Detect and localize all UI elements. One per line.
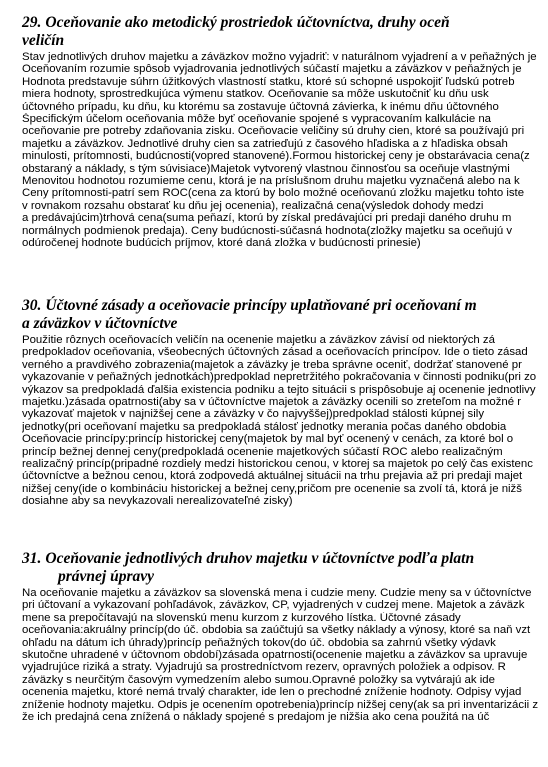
heading-line-1: 31. Oceňovanie jednotlivých druhov majetku v účtovníctve podľa platn xyxy=(22,550,475,567)
heading-line-2: a záväzkov v účtovníctve xyxy=(22,315,178,332)
body-line: jednotky(pri oceňovaní majetku sa predpokladá stálosť jednotky merania počas daného obdobia xyxy=(22,420,507,433)
heading-line-1: 30. Účtovné zásady a oceňovacie princípy uplatňované pri oceňovaní m xyxy=(22,297,477,314)
heading-line-2: právnej úpravy xyxy=(58,568,155,585)
body-line: minulosti, prítomnosti, budúcnosti(vopred stanovené).Formou historickej ceny je obstarávacia cena(z xyxy=(22,150,530,163)
body-line: majetku a záväzkov. Jednotlivé druhy cien sa zatrieďujú z časového hľadiska a z hľadiska obsah xyxy=(22,137,508,150)
body-line: ohľadu na dátum ich úhrady)princíp peňažných tokov(do úč. obdobia sa zahrnú všetky výdavk xyxy=(22,636,496,649)
body-line: oceňovanie pre potreby zdaňovania zisku. Oceňovacie veličiny sú druhy cien, ktoré sa používajú pri xyxy=(22,125,525,138)
body-line: Menovitou hodnotou rozumieme cenu, ktorá je na príslušnom druhu majetku vyznačená alebo na k xyxy=(22,175,520,188)
body-line: obstaraný a náklady, s tým súvisiace)Majetok vytvorený vlastnou činnosťou sa oceňuje vlastnými xyxy=(22,162,510,175)
body-line: a predávajúcim)trhová cena(suma peňazí, ktorú by získal predávajúci pri predaji daného druhu m xyxy=(22,212,512,225)
body-line: Na oceňovanie majetku a záväzkov sa slovenská mena i cudzie meny. Cudzie meny sa v účtovníctve xyxy=(22,587,532,599)
section-number: 31. xyxy=(22,550,42,567)
body-line: pri účtovaní a vykazovaní pohľadávok, záväzkov, CP, vyjadrených v cudzej mene. Majetok a záväzk xyxy=(22,599,525,612)
body-line: oceňovania:akruálny princíp(do úč. obdobia sa zaúčtujú sa všetky náklady a výnosy, ktoré sa naň vzt xyxy=(22,624,531,637)
body-line: odúročenej hodnote budúcich príjmov, ktoré daná zložka v budúcnosti prinesie) xyxy=(22,237,421,250)
body-line: dosiahne aby sa nevykazovali nerealizovateľné zisky) xyxy=(22,495,293,508)
section-heading xyxy=(22,550,548,586)
section-30 xyxy=(22,297,548,508)
body-line: nižšej ceny(ide o kombináciu historickej a bežnej ceny,pričom pre ocenenie sa zvolí tá, ktorá je nižš xyxy=(22,482,522,495)
heading-line-2: veličín xyxy=(22,32,65,49)
body-line: realizačný princíp(pripadné rozdiely medzi historickou cenou, v ktorej sa majetok po celý čas existenc xyxy=(22,458,533,471)
section-body xyxy=(22,587,548,723)
body-line: výkazov sa predpokladá ďalšia existencia podniku a tejto situácii s prispôsobuje aj ocenenie jednotlivy xyxy=(22,383,536,396)
body-line: predpokladov oceňovania, všeobecných účtovných zásad a oceňovacích princípov. Ide o tieto zásad xyxy=(22,346,528,359)
section-number: 30. xyxy=(22,297,42,314)
body-line: záväzky s neurčitým časovým vymedzením alebo sumou.Opravné položky sa vytvárajú ak ide xyxy=(22,673,495,686)
body-line: účtovníctve a bežnou cenou, ktorá zodpovedá aktuálnej situácii na trhu prejavia až pri predaji majet xyxy=(22,470,523,483)
body-line: v rovnakom rozsahu obstarať ku dňu jej ocenenia), realizačná cena(výsledok dohody medzi xyxy=(22,199,484,212)
section-29 xyxy=(22,14,548,250)
body-line: Ceny prítomnosti-patrí sem ROC(cena za ktorú by bolo možné oceňovanú zložku majetku tohto iste xyxy=(22,187,525,200)
body-line: Použitie rôznych oceňovacích veličín na ocenenie majetku a záväzkov závisí od niektorých zá xyxy=(22,334,495,346)
body-line: vyjadrujúce riziká a straty. Vyjadrujú sa prostredníctvom rezerv, opravných položiek a odpisov. R xyxy=(22,661,506,674)
body-line: mene sa prepočítavajú na slovenskú menu kurzom z kurzového lístka. Účtovné zásady xyxy=(22,611,461,624)
body-line: Oceňovaním rozumie spôsob vyjadrovania jednotlivých súčastí majetku a záväzkov v peňažných je xyxy=(22,63,522,76)
section-body xyxy=(22,51,548,250)
body-line: zníženie hodnoty majetku. Odpis je ocenením opotrebenia)princíp nižšej ceny(ak sa pri inventarizácii z xyxy=(22,698,539,711)
body-line: verného a pravdivého zobrazenia(majetok a záväzky je treba správne oceniť, dodržať stanovené pr xyxy=(22,358,522,371)
section-31 xyxy=(22,550,548,723)
section-body xyxy=(22,334,548,508)
section-heading xyxy=(22,14,548,50)
body-line: vykazovanie v peňažných jednotkách)predpoklad nepretržitého pokračovania v činnosti podniku(pri zo xyxy=(22,371,537,384)
body-line: skutočne uhradené v účtovnom období)zásada opatrnosti(ocenenie majetku a záväzkov sa upravuje xyxy=(22,649,528,662)
heading-line-1: 29. Oceňovanie ako metodický prostriedok účtovníctva, druhy oceň xyxy=(22,14,450,31)
body-line: ocenenia majetku, ktoré nemá trvalý charakter, ide len o prechodné zníženie hodnoty. Odpisy vyjad xyxy=(22,686,522,699)
body-line: účtovného prípadu, ku dňu, ku ktorému sa zostavuje účtovná závierka, k inému dňu účtovného xyxy=(22,100,499,113)
body-line: princíp bežnej dennej ceny(predpokladá ocenenie majetkových súčastí ROC alebo realizačným xyxy=(22,445,503,458)
body-line: že ich predajná cena znížená o náklady spojené s predajom je nižšia ako cena použitá na úč xyxy=(22,711,490,724)
body-line: normálnych podmienok predaja). Ceny budúcnosti-súčasná hodnota(zložky majetku sa oceňujú v xyxy=(22,224,513,237)
body-line: miera hodnoty, sprostredkujúca výmenu statkov. Oceňovanie sa môže uskutočniť ku dňu usk xyxy=(22,88,489,101)
body-line: Hodnota predstavuje súhrn úžitkových vlastností statku, ktoré sú schopné uspokojiť ľudskú potreb xyxy=(22,75,515,88)
body-line: Stav jednotlivých druhov majetku a záväzkov možno vyjadriť: v naturálnom vyjadrení a v peňažných je xyxy=(22,51,537,63)
body-line: vykazovať majetok v najnižšej cene a záväzky v čo najvyššej)predpoklad stálosti kúpnej sily xyxy=(22,408,485,421)
body-line: Oceňovacie princípy:princíp historickej ceny(majetok by mal byť ocenený v cenách, za ktoré bol o xyxy=(22,433,514,446)
body-line: majetku.)zásada opatrnosti(aby sa v účtovníctve majetok a záväzky ocenili so zreteľom na možné r xyxy=(22,396,522,409)
section-heading xyxy=(22,297,548,333)
body-line: Špecifickým účelom oceňovania môže byť oceňovanie spojené s vypracovaním kalkulácie na xyxy=(22,113,492,126)
section-number: 29. xyxy=(22,14,42,31)
